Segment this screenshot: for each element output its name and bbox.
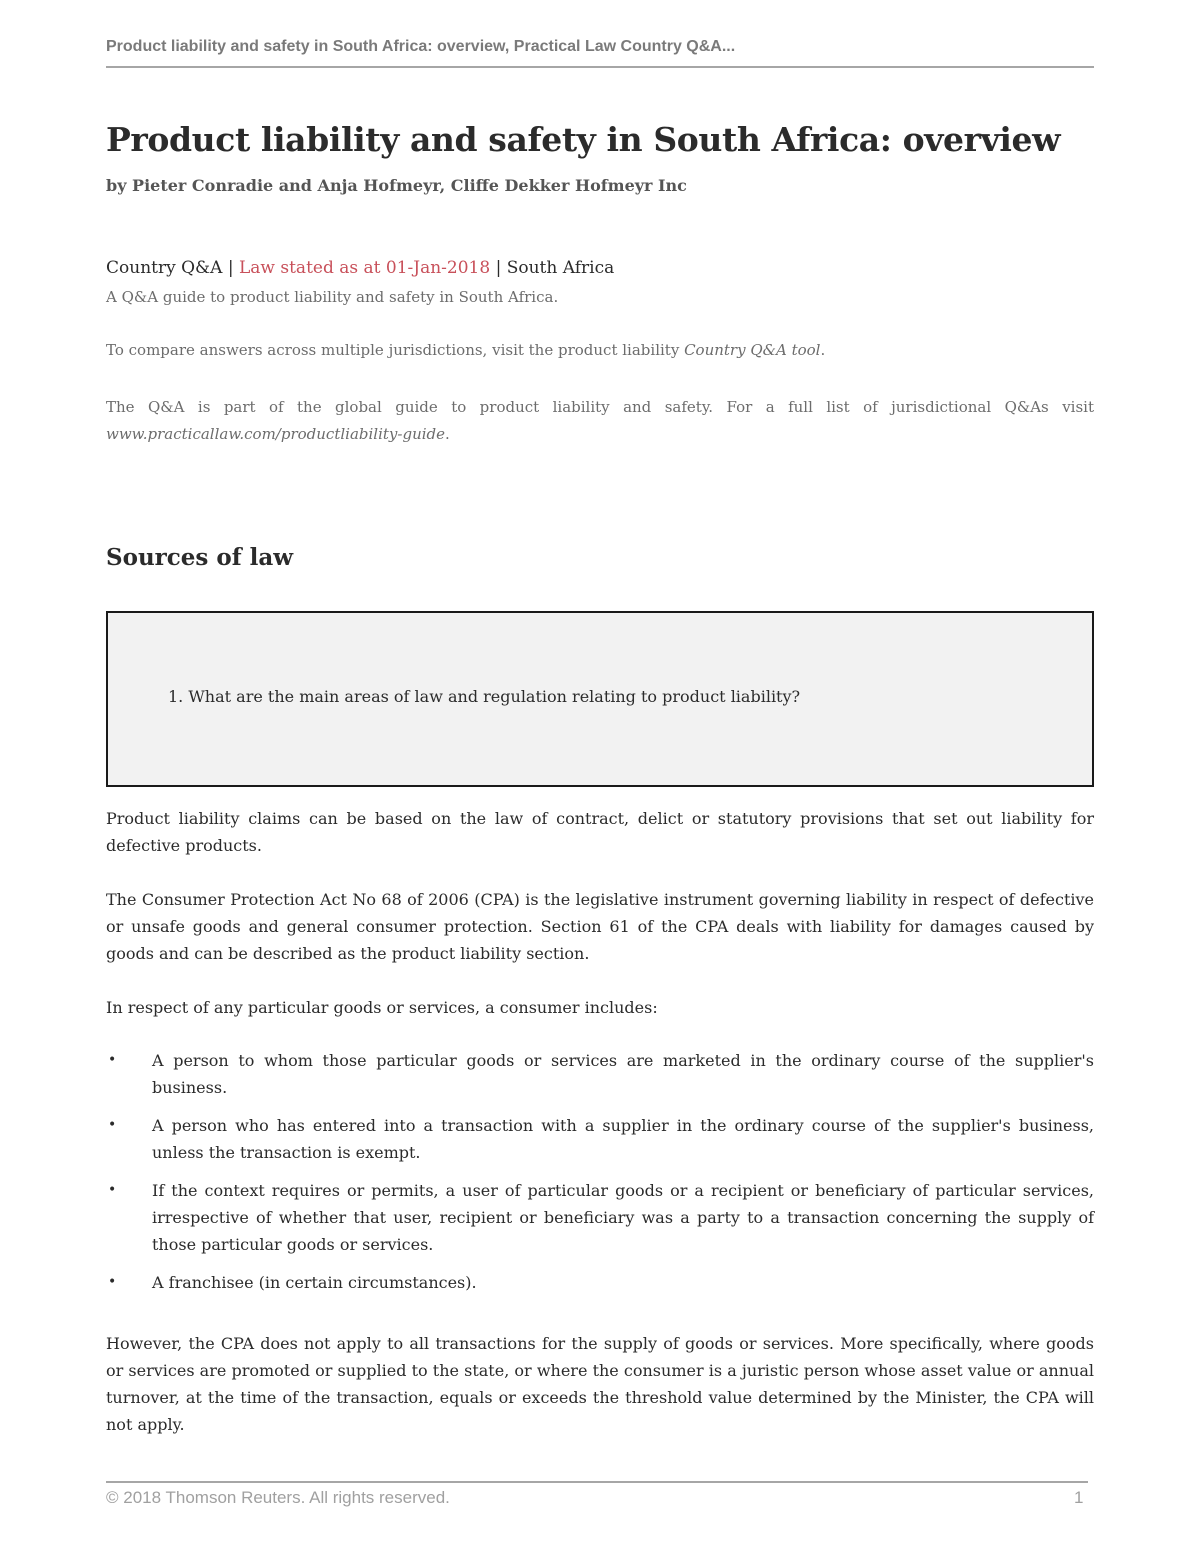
list-item-text: A franchisee (in certain circumstances). (152, 1273, 477, 1292)
byline: by Pieter Conradie and Anja Hofmeyr, Cliffe Dekker Hofmeyr Inc (106, 176, 687, 195)
bullet-icon: • (108, 1052, 117, 1068)
country-qa-tool-link[interactable]: Country Q&A tool (684, 341, 821, 359)
guide-link[interactable]: www.practicallaw.com/productliability-guide (106, 425, 446, 443)
list-item (106, 1177, 1094, 1258)
page-number: 1 (1074, 1488, 1084, 1507)
guide-note (106, 394, 1094, 448)
bullet-icon: • (108, 1182, 117, 1198)
question-text: 1. What are the main areas of law and regulation relating to product liability? (168, 687, 801, 706)
compare-note (106, 341, 1094, 359)
running-header: Product liability and safety in South Africa: overview, Practical Law Country Q&A... (106, 38, 736, 55)
guide-text: The Q&A is part of the global guide to product liability and safety. For a full list of jurisdictional Q&As visit (106, 398, 1094, 416)
consumer-list (106, 1047, 1094, 1307)
meta-separator: | (222, 258, 239, 278)
list-item (106, 1047, 1094, 1101)
list-item (106, 1269, 1094, 1296)
footer-divider (106, 1481, 1088, 1483)
list-item (106, 1112, 1094, 1166)
question-box (106, 611, 1094, 787)
document-summary: A Q&A guide to product liability and safety in South Africa. (106, 288, 559, 306)
list-item-text: A person who has entered into a transaction with a supplier in the ordinary course of the supplier's business, unless the transaction is exempt. (152, 1116, 1094, 1162)
meta-jurisdiction: South Africa (506, 258, 615, 278)
meta-type: Country Q&A (106, 258, 223, 278)
paragraph: The Consumer Protection Act No 68 of 2006 (CPA) is the legislative instrument governing liability in respect of defective or unsafe goods and general consumer protection. Section 61 of the CPA deals with liability for damages caused by goods and can be described as the product liability section. (106, 890, 1094, 963)
compare-text: To compare answers across multiple jurisdictions, visit the product liability (106, 341, 685, 359)
document-meta (106, 258, 1094, 278)
compare-end: . (820, 341, 826, 359)
document-title: Product liability and safety in South Africa: overview (106, 120, 1061, 159)
copyright: © 2018 Thomson Reuters. All rights reserved. (106, 1488, 450, 1507)
header-divider (106, 66, 1094, 68)
paragraph: In respect of any particular goods or services, a consumer includes: (106, 998, 658, 1017)
section-heading: Sources of law (106, 544, 294, 571)
meta-separator: | (490, 258, 507, 278)
paragraph: However, the CPA does not apply to all transactions for the supply of goods or services. More specifically, where goods or services are promoted or supplied to the state, or where the consumer is a juristic person whose asset value or annual turnover, at the time of the transaction, equals or exceeds the threshold value determined by the Minister, the CPA will not apply. (106, 1334, 1094, 1434)
guide-end: . (445, 425, 450, 443)
law-stated-date[interactable]: Law stated as at 01-Jan-2018 (239, 258, 491, 278)
paragraph: Product liability claims can be based on the law of contract, delict or statutory provisions that set out liability for defective products. (106, 809, 1094, 855)
bullet-icon: • (108, 1117, 117, 1133)
list-item-text: A person to whom those particular goods or services are marketed in the ordinary course of the supplier's business. (152, 1051, 1094, 1097)
bullet-icon: • (108, 1274, 117, 1290)
list-item-text: If the context requires or permits, a user of particular goods or a recipient or beneficiary of particular services, irrespective of whether that user, recipient or beneficiary was a party to a transaction concerning the supply of those particular goods or services. (152, 1181, 1094, 1254)
